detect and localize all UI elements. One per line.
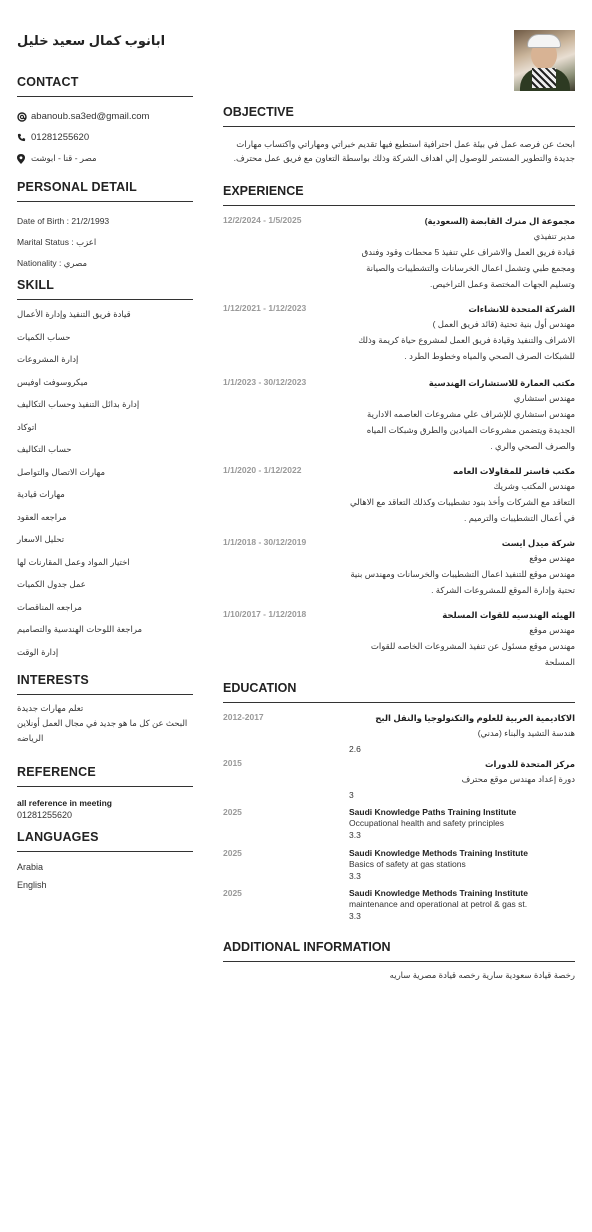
experience-line: والصرف الصحي والري .: [490, 441, 575, 451]
skill-item: ميكروسوفت اوفيس: [17, 376, 88, 387]
skills-section: [17, 278, 193, 666]
skill-item: عمل جدول الكميات: [17, 579, 86, 589]
reference-name: all reference in meeting: [17, 798, 112, 808]
education-title: EDUCATION: [223, 681, 575, 703]
experience-line: للشبكات الصرف الصحي والمياه وخطوط الطرد .: [404, 351, 575, 361]
experience-company: مجموعة ال منرك القابضة (السعودية): [424, 216, 575, 226]
experience-company: مكتب فاستر للمقاولات العامه: [453, 466, 575, 476]
personal-dob: Date of Birth : 21/2/1993: [17, 216, 110, 226]
education-date: 2025: [223, 888, 242, 898]
experience-line: المسلحة: [544, 657, 575, 667]
skill-item: اختيار المواد وعمل المقارنات لها: [17, 556, 130, 567]
education-grade: 3.3: [349, 910, 361, 921]
experience-line: الجديدة ويتضمن مشروعات الميادين والطرق وشبكات المياه: [366, 425, 575, 435]
contact-section: [17, 75, 193, 169]
personal-title: PERSONAL DETAIL: [17, 180, 193, 202]
experience-date: 12/2/2024 - 1/5/2025: [223, 215, 302, 225]
experience-company: مكتب العمارة للاستشارات الهندسية: [428, 378, 575, 388]
experience-line: مهندس استشاري للإشراف علي مشروعات العاصمه الادارية: [367, 409, 575, 419]
languages-section: [17, 830, 193, 895]
education-institution: الاكاديمية العربية للعلوم والتكنولوجيا والنقل البح: [375, 713, 575, 723]
education-institution: مركز المتحدة للدورات: [484, 759, 575, 769]
experience-title: EXPERIENCE: [223, 184, 575, 206]
contact-email: [17, 106, 193, 127]
experience-line: وتسليم الجهات المختصة وعمل التراخيص.: [429, 279, 575, 289]
skill-item: مراجعة اللوحات الهندسية والتصاميم: [17, 624, 143, 634]
experience-line: ومجمع طبي وتشمل اعمال الخرسانات والتشطيبات والصيانة: [366, 263, 575, 273]
experience-entry: [223, 214, 575, 302]
skill-item: اتوكاد: [17, 421, 37, 432]
objective-section: [223, 105, 575, 165]
skill-item: مهارات قيادية: [17, 489, 65, 499]
experience-company: الشركة المتحدة للانشاءات: [468, 304, 575, 314]
languages-title: LANGUAGES: [17, 830, 193, 852]
location-text: مصر - قنا - ابوشت: [31, 153, 97, 163]
personal-nationality: Nationality : مصري: [17, 258, 88, 268]
experience-entry: [223, 376, 575, 464]
experience-date: 1/1/2018 - 30/12/2019: [223, 537, 307, 547]
education-date: 2012-2017: [223, 712, 264, 722]
additional-text: رخصة قيادة سعودية سارية رخصه قيادة مصرية ساريه: [389, 970, 575, 980]
skill-item: تحليل الاسعار: [17, 534, 65, 544]
experience-line: الاشراف والتنفيذ وقيادة فريق العمل لمشروع حياة كريمة وذلك: [358, 335, 575, 345]
experience-line: في أعمال التشطيبات والترميم .: [464, 513, 575, 523]
reference-title: REFERENCE: [17, 765, 193, 787]
skill-item: إدارة الوقت: [17, 646, 59, 657]
interest-item: الرياضه: [17, 733, 44, 743]
experience-line: مهندس موقع للتنفيذ اعمال التشطيبات والخرسانات ومهندس بنية: [350, 569, 575, 579]
skill-item: مهارات الاتصال والتواصل: [17, 466, 105, 477]
experience-entry: [223, 536, 575, 608]
interest-item: البحث عن كل ما هو جديد في مجال العمل أونلاين: [17, 718, 188, 728]
experience-company: الهيئه الهندسيه للقوات المسلحة: [442, 610, 575, 620]
experience-line: مهندس موقع مسئول عن تنفيذ المشروعات الخاصه للقوات: [370, 641, 575, 651]
education-entry: [223, 806, 575, 847]
reference-section: [17, 765, 193, 821]
additional-section: [223, 940, 575, 981]
education-entry: [223, 887, 575, 927]
education-entry: [223, 847, 575, 887]
experience-line: مهندس المكتب وشريك: [493, 481, 575, 491]
interest-item: تعلم مهارات جديدة: [17, 703, 84, 713]
education-institution: Saudi Knowledge Methods Training Institute: [349, 848, 528, 858]
interests-section: [17, 673, 193, 745]
experience-section: [223, 184, 575, 678]
skills-title: SKILL: [17, 278, 193, 300]
skill-item: مراجعه المناقصات: [17, 601, 82, 612]
experience-line: قيادة فريق العمل والاشراف علي تنفيذ 5 محطات وقود وفندق: [361, 247, 575, 257]
education-line: Basics of safety at gas stations: [349, 859, 466, 869]
education-line: دورة إعداد مهندس موقع محترف: [461, 774, 575, 784]
skill-item: إدارة بدائل التنفيذ وحساب التكاليف: [17, 399, 140, 409]
experience-entry: [223, 302, 575, 376]
contact-location: [17, 148, 193, 169]
education-section: [223, 681, 575, 927]
experience-entry: [223, 464, 575, 536]
education-date: 2025: [223, 848, 242, 858]
education-institution: Saudi Knowledge Methods Training Institute: [349, 888, 528, 898]
language-item: English: [17, 880, 47, 890]
experience-line: مدير تنفيذي: [533, 231, 575, 241]
experience-date: 1/1/2023 - 30/12/2023: [223, 377, 307, 387]
experience-line: مهندس موقع: [529, 625, 575, 635]
experience-date: 1/12/2021 - 1/12/2023: [223, 303, 307, 313]
education-grade: 2.6: [349, 744, 361, 754]
experience-line: مهندس أول بنية تحتية (قائد فريق العمل ): [432, 319, 575, 329]
contact-phone: [17, 127, 193, 148]
personal-section: [17, 180, 193, 274]
education-grade: 3.3: [349, 829, 361, 840]
experience-line: التعاقد مع الشركات وأخذ بنود تشطيبات وكذلك التعاقد مع الاهالي: [350, 497, 575, 507]
email-text[interactable]: abanoub.sa3ed@gmail.com: [31, 111, 150, 122]
education-line: Occupational health and safety principles: [349, 818, 504, 828]
education-grade: 3.3: [349, 870, 361, 881]
profile-photo: [514, 30, 575, 91]
interests-title: INTERESTS: [17, 673, 193, 695]
experience-line: مهندس استشاري: [513, 393, 575, 403]
skill-item: حساب التكاليف: [17, 444, 72, 454]
education-line: maintenance and operational at petrol & gas st.: [349, 899, 528, 909]
education-date: 2025: [223, 807, 242, 817]
education-date: 2015: [223, 758, 242, 768]
reference-phone: 01281255620: [17, 810, 73, 820]
language-item: Arabia: [17, 862, 44, 872]
education-entry: [223, 757, 575, 806]
candidate-name: ابانوب كمال سعيد خليل: [17, 33, 166, 48]
education-grade: 3: [349, 790, 354, 800]
skill-item: حساب الكميات: [17, 331, 71, 342]
phone-text[interactable]: 01281255620: [31, 132, 90, 143]
contact-title: CONTACT: [17, 75, 193, 97]
experience-date: 1/1/2020 - 1/12/2022: [223, 465, 302, 475]
education-line: هندسة التشيد والبناء (مدني): [477, 728, 575, 738]
skill-item: إدارة المشروعات: [17, 354, 79, 364]
experience-line: تحتية وإدارة الموقع للمشروعات الشركة .: [431, 585, 575, 595]
education-institution: Saudi Knowledge Paths Training Institute: [349, 807, 517, 817]
phone-icon: [17, 133, 29, 142]
education-entry: [223, 711, 575, 757]
objective-line: ابحث عن فرصه عمل في بيئة عمل احترافية استطيع فيها تقديم خبراتي ومهاراتي واكتساب مهارات: [236, 139, 575, 149]
experience-date: 1/10/2017 - 1/12/2018: [223, 609, 307, 619]
skill-item: قيادة فريق التنفيذ وإدارة الأعمال: [17, 309, 131, 319]
objective-line: جديدة والتطوير المستمر للوصول إلي اهداف الشركة وذلك بواسطة التعاون مع فريق عمل محترف.: [233, 153, 575, 163]
personal-marital: Marital Status : اعزب: [17, 237, 97, 247]
experience-line: مهندس موقع: [529, 553, 575, 563]
additional-title: ADDITIONAL INFORMATION: [223, 940, 575, 962]
skill-item: مراجعه العقود: [17, 511, 67, 522]
skills-list: [17, 306, 193, 666]
experience-entry: [223, 608, 575, 678]
location-pin-icon: [17, 154, 29, 164]
at-icon: [17, 112, 29, 122]
experience-company: شركة ميدل ايست: [501, 538, 575, 548]
objective-title: OBJECTIVE: [223, 105, 575, 127]
